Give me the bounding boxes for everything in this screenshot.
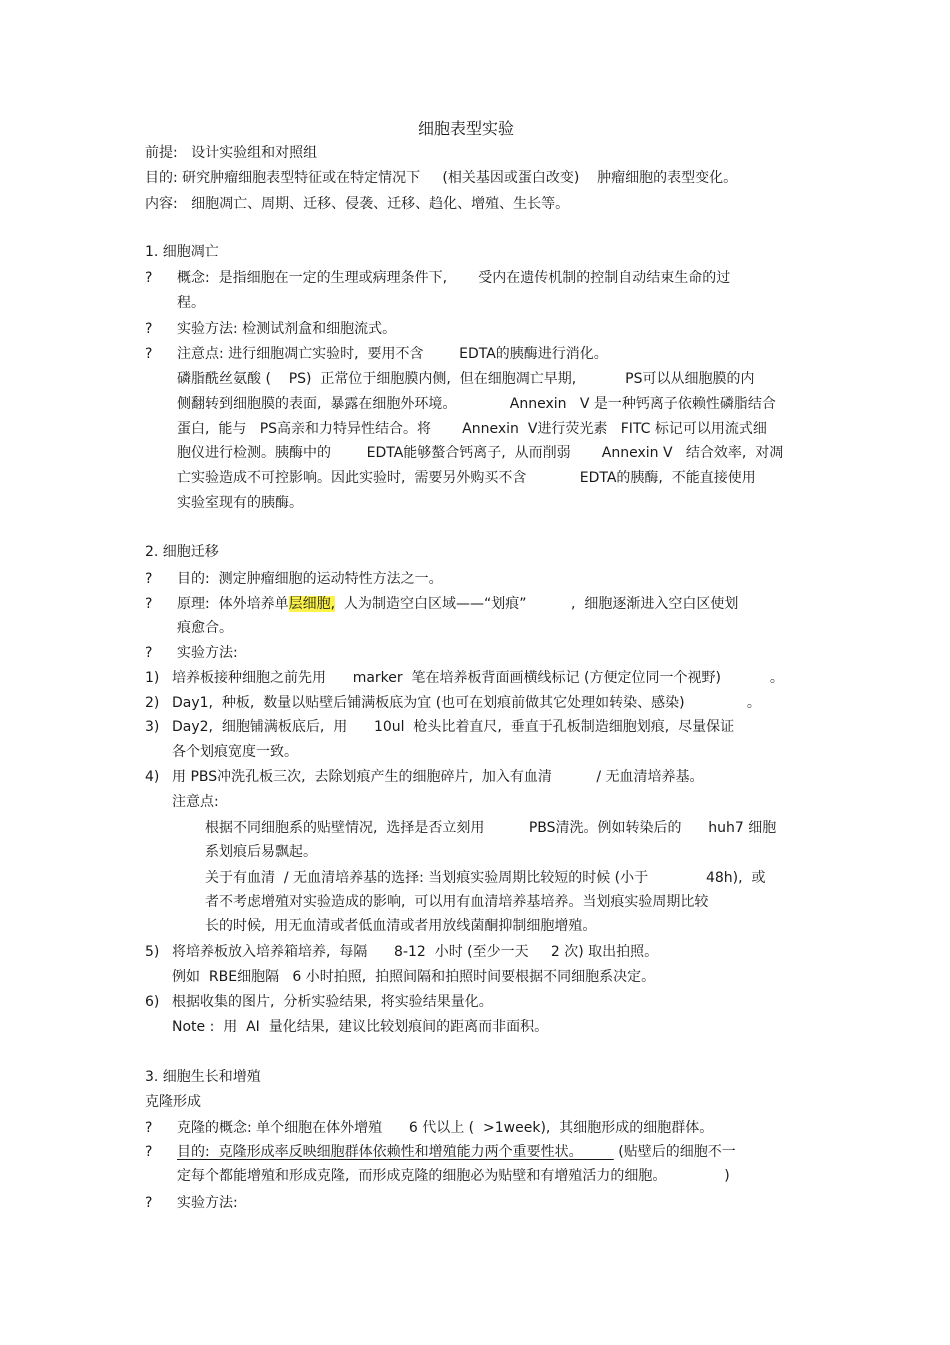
- principle-text: 原理: 体外培养单: [177, 596, 289, 612]
- highlighted-text: 层细胞,: [288, 596, 336, 612]
- apoptosis-note-line: 侧翻转到细胞膜的表面, 暴露在细胞外环境。 Annexin V 是一种钙离子依赖性磷脂结合: [177, 396, 776, 412]
- step-number: 2): [145, 695, 160, 711]
- migration-step-5-cont: 例如 RBE细胞隔 6 小时拍照, 拍照间隔和拍照时间要根据不同细胞系决定。: [172, 969, 656, 985]
- underlined-text: 目的: 克隆形成率反映细胞群体依赖性和增殖能力两个重要性状。: [177, 1144, 614, 1160]
- apoptosis-method: 实验方法: 检测试剂盒和细胞流式。: [177, 321, 397, 337]
- step-number: 1): [145, 670, 160, 686]
- step-number: 4): [145, 769, 160, 785]
- migration-step-3: Day2, 细胞铺满板底后, 用 10ul 枪头比着直尺, 垂直于孔板制造细胞划痕, 尽量保证: [172, 719, 735, 735]
- apoptosis-note-line: 亡实验造成不可控影响。因此实验时, 需要另外购买不含 EDTA的胰酶, 不能直接使用: [177, 470, 756, 486]
- step-number: 3): [145, 719, 160, 735]
- migration-purpose: 目的: 测定肿瘤细胞的运动特性方法之一。: [177, 571, 443, 587]
- colony-purpose: [177, 1145, 736, 1159]
- migration-step-6: 根据收集的图片, 分析实验结果, 将实验结果量化。: [172, 994, 493, 1010]
- step-number: 5): [145, 944, 160, 960]
- migration-step-1: 培养板接种细胞之前先用 marker 笔在培养板背面画横线标记 (方便定位同一个视野) 。: [172, 670, 784, 686]
- intro-content: 内容: 细胞凋亡、周期、迁移、侵袭、迁移、趋化、增殖、生长等。: [145, 196, 570, 212]
- migration-note-2-cont: 者不考虑增殖对实验造成的影响, 可以用有血清培养基培养。当划痕实验周期比较: [205, 894, 709, 910]
- colony-method-label: 实验方法:: [177, 1195, 238, 1211]
- apoptosis-note-line: 实验室现有的胰酶。: [177, 495, 303, 511]
- bullet-marker: ?: [145, 645, 153, 661]
- principle-text: 人为制造空白区域——“划痕” , 细胞逐渐进入空白区使划: [335, 596, 739, 612]
- intro-premise: 前提: 设计实验组和对照组: [145, 145, 318, 161]
- section-subheading-colony: 克隆形成: [145, 1094, 201, 1110]
- bullet-marker: ?: [145, 270, 153, 286]
- bullet-marker: ?: [145, 1120, 153, 1136]
- migration-note-1-cont: 系划痕后易飘起。: [205, 844, 317, 860]
- section-heading-migration: 2. 细胞迁移: [145, 544, 219, 560]
- migration-note-2-cont: 长的时候, 用无血清或者低血清或者用放线菌酮抑制细胞增殖。: [205, 918, 597, 934]
- apoptosis-note: 注意点: 进行细胞凋亡实验时, 要用不含 EDTA的胰酶进行消化。: [177, 346, 608, 362]
- bullet-marker: ?: [145, 596, 153, 612]
- apoptosis-note-line: 磷脂酰丝氨酸 ( PS) 正常位于细胞膜内侧, 但在细胞凋亡早期, PS可以从细胞膜的内: [177, 371, 755, 387]
- apoptosis-note-line: 胞仪进行检测。胰酶中的 EDTA能够螯合钙离子, 从而削弱 Annexin V 结合效率, 对凋: [177, 445, 784, 461]
- bullet-marker: ?: [145, 571, 153, 587]
- step-number: 6): [145, 994, 160, 1010]
- migration-note-2: 关于有血清 / 无血清培养基的选择: 当划痕实验周期比较短的时候 (小于 48h), 或: [205, 870, 766, 886]
- section-heading-proliferation: 3. 细胞生长和增殖: [145, 1069, 261, 1085]
- intro-goal: 目的: 研究肿瘤细胞表型特征或在特定情况下 (相关基因或蛋白改变) 肿瘤细胞的表型变化。: [145, 170, 738, 186]
- bullet-marker: ?: [145, 346, 153, 362]
- apoptosis-concept: 概念: 是指细胞在一定的生理或病理条件下, 受内在遗传机制的控制自动结束生命的过: [177, 270, 731, 286]
- migration-note-1: 根据不同细胞系的贴壁情况, 选择是否立刻用 PBS清洗。例如转染后的 huh7 细胞: [205, 820, 777, 836]
- apoptosis-note-line: 蛋白, 能与 PS高亲和力特异性结合。将 Annexin V进行荧光素 FITC 标记可以用流式细: [177, 421, 767, 437]
- migration-step-6-note: Note : 用 AI 量化结果, 建议比较划痕间的距离而非面积。: [172, 1019, 549, 1035]
- migration-method-label: 实验方法:: [177, 645, 238, 661]
- migration-step-5: 将培养板放入培养箱培养, 每隔 8-12 小时 (至少一天 2 次) 取出拍照。: [172, 944, 659, 960]
- colony-purpose-cont: 定每个都能增殖和形成克隆, 而形成克隆的细胞必为贴壁和有增殖活力的细胞。 ): [177, 1168, 730, 1184]
- colony-purpose-text: (贴壁后的细胞不一: [613, 1144, 736, 1160]
- bullet-marker: ?: [145, 1144, 153, 1160]
- bullet-marker: ?: [145, 321, 153, 337]
- bullet-marker: ?: [145, 1195, 153, 1211]
- migration-step-2: Day1, 种板, 数量以贴壁后铺满板底为宜 (也可在划痕前做其它处理如转染、感染) 。: [172, 695, 761, 711]
- migration-principle: [177, 597, 738, 611]
- apoptosis-concept-cont: 程。: [177, 295, 205, 311]
- migration-step-3-cont: 各个划痕宽度一致。: [172, 744, 298, 760]
- migration-note-label: 注意点:: [172, 794, 219, 810]
- migration-principle-cont: 痕愈合。: [177, 620, 233, 636]
- colony-concept: 克隆的概念: 单个细胞在体外增殖 6 代以上 ( >1week), 其细胞形成的细胞群体。: [177, 1120, 714, 1136]
- section-heading-apoptosis: 1. 细胞凋亡: [145, 244, 219, 260]
- page-title: 细胞表型实验: [418, 119, 515, 138]
- migration-step-4: 用 PBS冲洗孔板三次, 去除划痕产生的细胞碎片, 加入有血清 / 无血清培养基。: [172, 769, 704, 785]
